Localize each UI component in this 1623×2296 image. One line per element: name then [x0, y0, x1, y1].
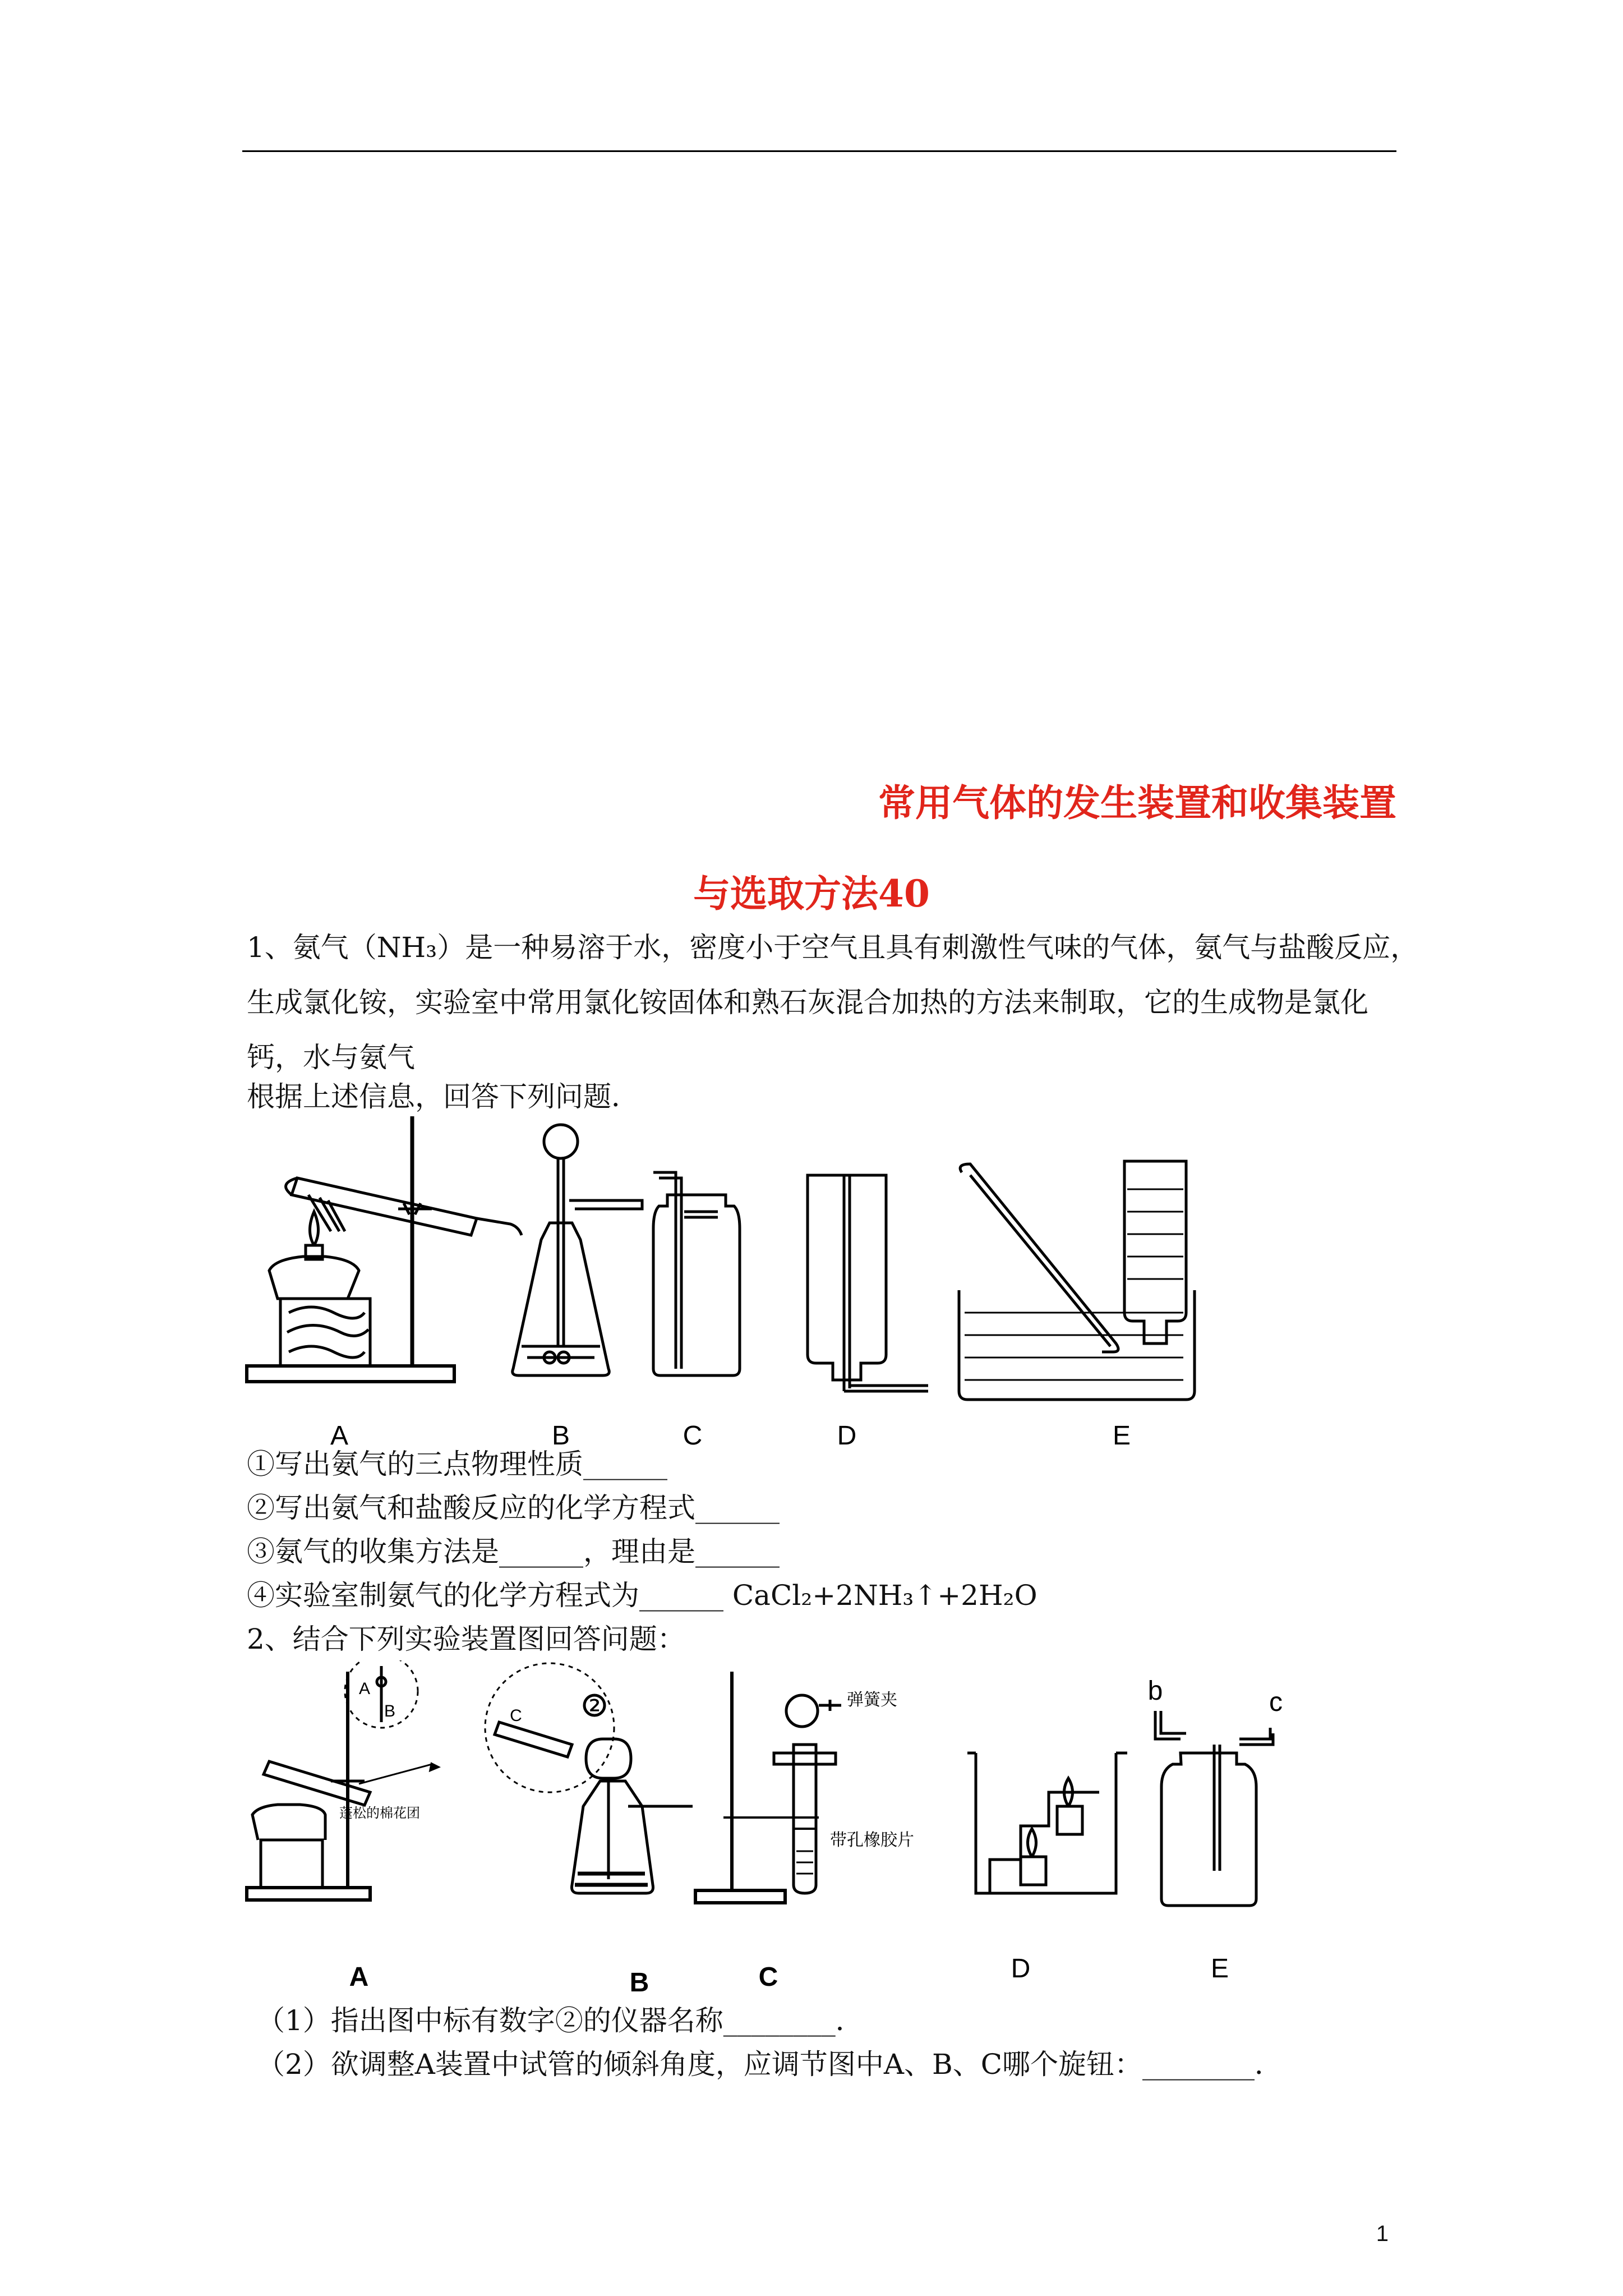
q2-knob-b: B	[384, 1702, 396, 1720]
q2-apparatus-a	[247, 1660, 614, 1900]
q1-sub-2: ②写出氨气和盐酸反应的化学方程式______	[247, 1492, 780, 1524]
q1-label-c: C	[683, 1421, 703, 1451]
q1-apparatus-b	[513, 1125, 642, 1375]
q2-cotton-label: 蓬松的棉花团	[339, 1806, 420, 1821]
q1-apparatus-c	[653, 1172, 740, 1375]
q2-label-c: C	[758, 1962, 778, 1992]
q2-plate-label: 带孔橡胶片	[830, 1831, 914, 1849]
title-line-2: 与选取方法40	[693, 872, 930, 915]
q2-label-d: D	[1011, 1954, 1031, 1984]
q1-line-4: 根据上述信息，回答下列问题．	[247, 1080, 639, 1113]
q1-apparatus-e	[959, 1161, 1195, 1400]
q2-sub-2: （2）欲调整A装置中试管的倾斜角度，应调节图中A、B、C哪个旋钮：________．	[257, 2048, 1283, 2081]
q2-apparatus-c	[695, 1672, 841, 1903]
q2-sub-1: （1）指出图中标有数字②的仪器名称________．	[257, 2004, 864, 2037]
q1-label-b: B	[551, 1421, 570, 1451]
q1-apparatus-a	[247, 1116, 522, 1382]
title-line-1: 常用气体的发生装置和收集装置	[878, 781, 1396, 825]
q2-label-b: B	[629, 1968, 649, 1997]
q1-label-d: D	[837, 1421, 857, 1451]
q2-label-e: E	[1210, 1954, 1229, 1984]
q2-numbered-label: ②	[582, 1691, 607, 1721]
q2-apparatus-figure	[236, 1660, 1335, 1997]
q2-intro: 2、结合下列实验装置图回答问题：	[247, 1623, 685, 1655]
q1-sub-4: ④实验室制氨气的化学方程式为______ CaCl₂+2NH₃↑+2H₂O	[247, 1579, 1038, 1612]
q2-apparatus-e	[1155, 1711, 1273, 1906]
q2-knob-c: C	[510, 1706, 522, 1725]
q2-knob-a: A	[358, 1680, 371, 1698]
q1-apparatus-d	[808, 1175, 928, 1391]
q2-tube-b: b	[1147, 1676, 1163, 1706]
page-number: 1	[1376, 2221, 1389, 2246]
q1-sub-1: ①写出氨气的三点物理性质______	[247, 1448, 667, 1480]
q1-line-1: 1、氨气（NH₃）是一种易溶于水，密度小于空气且具有刺激性气味的气体，氨气与盐酸反应，	[247, 931, 1419, 964]
header-rule	[242, 150, 1396, 152]
q2-tube-c: c	[1269, 1687, 1283, 1717]
q1-label-a: A	[330, 1421, 349, 1451]
q2-apparatus-d	[967, 1753, 1127, 1893]
q1-label-e: E	[1112, 1421, 1131, 1451]
q2-clamp-label: 弹簧夹	[847, 1691, 897, 1709]
q1-apparatus-figure	[236, 1111, 1223, 1458]
q1-line-3: 钙，水与氨气	[247, 1041, 415, 1074]
q2-apparatus-b	[572, 1695, 693, 1893]
q1-sub-3: ③氨气的收集方法是______，理由是______	[247, 1535, 780, 1568]
q2-label-a: A	[349, 1962, 369, 1992]
q1-line-2: 生成氯化铵，实验室中常用氯化铵固体和熟石灰混合加热的方法来制取，它的生成物是氯化	[247, 986, 1368, 1019]
